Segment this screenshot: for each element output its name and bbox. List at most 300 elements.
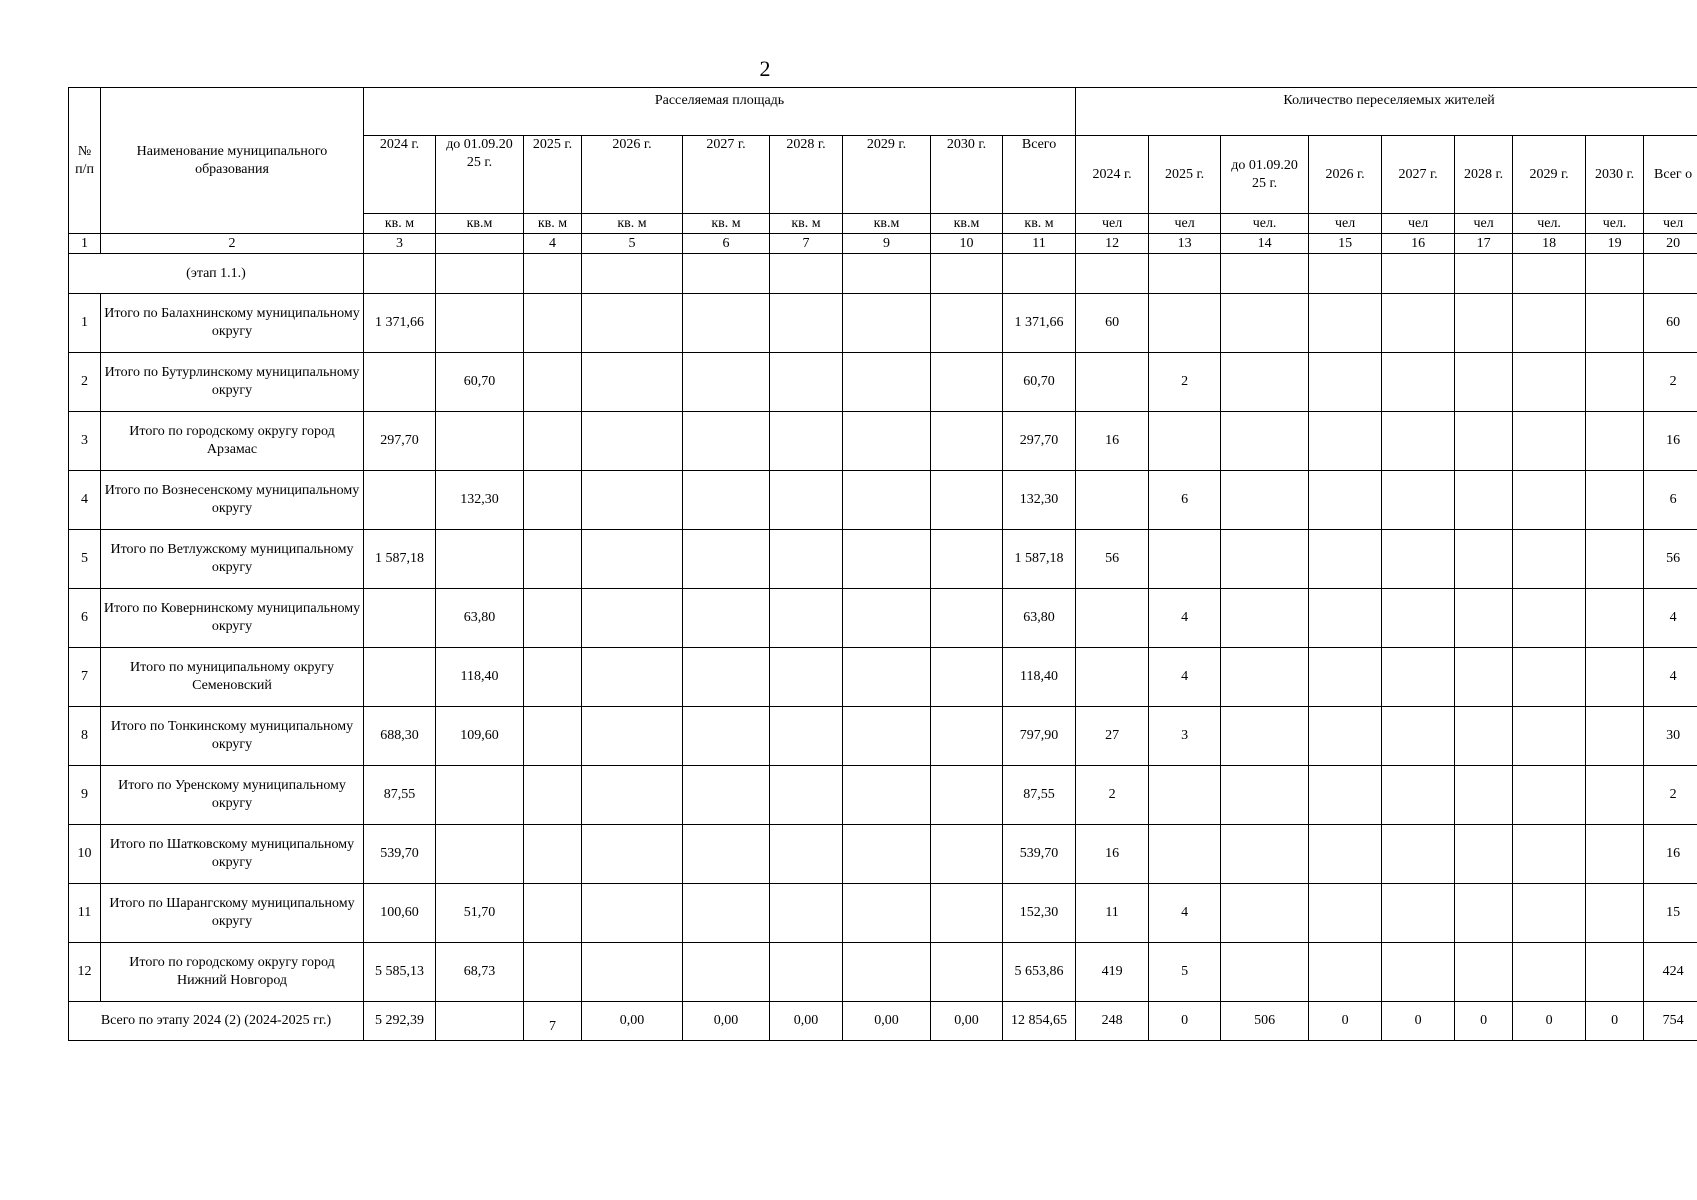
area-value: [683, 353, 770, 412]
people-unit: чел: [1309, 214, 1382, 234]
area-unit: кв. м: [524, 214, 582, 234]
area-value: [770, 825, 843, 884]
people-value: [1309, 471, 1382, 530]
area-value: [582, 943, 683, 1002]
area-value: [436, 530, 524, 589]
people-value: [1513, 648, 1586, 707]
people-value: 4: [1644, 589, 1697, 648]
people-year-header: 2028 г.: [1455, 136, 1513, 214]
column-index: 5: [582, 234, 683, 254]
people-value: [1455, 471, 1513, 530]
area-value: [524, 884, 582, 943]
people-value: 16: [1644, 825, 1697, 884]
empty-cell: [436, 254, 524, 294]
people-value: [1513, 825, 1586, 884]
area-value: [524, 648, 582, 707]
area-year-header: 2025 г.: [524, 136, 582, 214]
empty-cell: [1221, 254, 1309, 294]
municipality-name: Итого по муниципальному округу Семеновский: [101, 648, 364, 707]
people-value: [1382, 589, 1455, 648]
area-value: 539,70: [1003, 825, 1076, 884]
total-area-value: 7: [524, 1002, 582, 1041]
area-year-header: 2030 г.: [931, 136, 1003, 214]
people-unit: чел.: [1221, 214, 1309, 234]
area-value: [582, 471, 683, 530]
people-unit: чел: [1149, 214, 1221, 234]
total-area-value: 0,00: [582, 1002, 683, 1041]
area-value: [524, 707, 582, 766]
area-value: [582, 825, 683, 884]
area-value: 1 587,18: [364, 530, 436, 589]
people-value: [1513, 589, 1586, 648]
people-value: [1586, 589, 1644, 648]
people-year-header: 2029 г.: [1513, 136, 1586, 214]
header-num: № п/п: [69, 88, 101, 234]
people-value: [1586, 707, 1644, 766]
people-value: [1309, 707, 1382, 766]
area-value: [843, 884, 931, 943]
area-value: [683, 766, 770, 825]
people-value: 6: [1149, 471, 1221, 530]
people-value: [1382, 530, 1455, 589]
column-index: 4: [524, 234, 582, 254]
area-value: [524, 589, 582, 648]
area-value: [931, 471, 1003, 530]
people-value: [1455, 412, 1513, 471]
people-value: 4: [1644, 648, 1697, 707]
people-value: [1221, 943, 1309, 1002]
municipality-name: Итого по Тонкинскому муниципальному округу: [101, 707, 364, 766]
people-value: [1382, 943, 1455, 1002]
total-area-value: 5 292,39: [364, 1002, 436, 1041]
area-unit: кв.м: [436, 214, 524, 234]
people-value: [1382, 648, 1455, 707]
people-value: [1309, 943, 1382, 1002]
column-index: 17: [1455, 234, 1513, 254]
row-number: 7: [69, 648, 101, 707]
area-unit: кв. м: [364, 214, 436, 234]
area-value: 100,60: [364, 884, 436, 943]
header-group-row: [69, 88, 1697, 136]
people-value: [1309, 353, 1382, 412]
total-area-value: [436, 1002, 524, 1041]
column-index: 19: [1586, 234, 1644, 254]
row-number: 12: [69, 943, 101, 1002]
table-row: [69, 353, 1697, 412]
people-value: [1586, 471, 1644, 530]
total-people-value: 754: [1644, 1002, 1697, 1041]
people-value: [1309, 412, 1382, 471]
empty-cell: [1586, 254, 1644, 294]
table-row: [69, 766, 1697, 825]
total-people-value: 248: [1076, 1002, 1149, 1041]
area-value: 688,30: [364, 707, 436, 766]
area-value: [364, 353, 436, 412]
area-value: [770, 471, 843, 530]
area-value: [843, 943, 931, 1002]
empty-cell: [931, 254, 1003, 294]
area-year-header: до 01.09.20 25 г.: [436, 136, 524, 214]
people-value: 2: [1644, 353, 1697, 412]
area-value: 297,70: [364, 412, 436, 471]
area-value: [931, 294, 1003, 353]
column-index: 1: [69, 234, 101, 254]
row-number: 5: [69, 530, 101, 589]
people-value: [1586, 825, 1644, 884]
area-value: [524, 353, 582, 412]
people-value: [1455, 530, 1513, 589]
area-value: [770, 707, 843, 766]
table-row: [69, 530, 1697, 589]
people-value: [1309, 589, 1382, 648]
empty-cell: [364, 254, 436, 294]
people-value: [1586, 294, 1644, 353]
area-value: [770, 589, 843, 648]
area-value: 5 653,86: [1003, 943, 1076, 1002]
people-value: [1382, 353, 1455, 412]
column-index: 9: [843, 234, 931, 254]
total-area-value: 0,00: [770, 1002, 843, 1041]
people-value: 2: [1076, 766, 1149, 825]
people-value: [1221, 412, 1309, 471]
people-value: [1513, 412, 1586, 471]
area-value: 60,70: [436, 353, 524, 412]
people-value: [1221, 294, 1309, 353]
people-value: [1309, 766, 1382, 825]
area-value: [770, 353, 843, 412]
people-value: 56: [1644, 530, 1697, 589]
people-year-header: 2026 г.: [1309, 136, 1382, 214]
column-index: 6: [683, 234, 770, 254]
page-number: 2: [759, 56, 771, 81]
people-value: [1221, 648, 1309, 707]
column-index: 2: [101, 234, 364, 254]
area-value: [436, 412, 524, 471]
people-value: [1309, 294, 1382, 353]
people-value: 6: [1644, 471, 1697, 530]
people-value: [1455, 766, 1513, 825]
people-value: [1455, 943, 1513, 1002]
empty-cell: [683, 254, 770, 294]
people-value: [1455, 707, 1513, 766]
people-value: 4: [1149, 648, 1221, 707]
area-value: [582, 648, 683, 707]
area-value: [524, 471, 582, 530]
column-index: 14: [1221, 234, 1309, 254]
people-year-header: Всег о: [1644, 136, 1697, 214]
area-unit: кв. м: [683, 214, 770, 234]
municipality-name: Итого по Вознесенскому муниципальному округу: [101, 471, 364, 530]
people-value: [1382, 412, 1455, 471]
people-value: [1513, 294, 1586, 353]
people-value: 15: [1644, 884, 1697, 943]
people-value: [1455, 353, 1513, 412]
area-value: [770, 294, 843, 353]
area-value: 118,40: [436, 648, 524, 707]
municipality-name: Итого по Ковернинскому муниципальному округу: [101, 589, 364, 648]
area-value: [582, 707, 683, 766]
row-number: 9: [69, 766, 101, 825]
area-value: [843, 412, 931, 471]
area-year-header: 2026 г.: [582, 136, 683, 214]
area-value: [582, 589, 683, 648]
people-value: [1076, 353, 1149, 412]
area-value: [770, 766, 843, 825]
table-row: [69, 825, 1697, 884]
people-year-header: 2024 г.: [1076, 136, 1149, 214]
area-unit: кв. м: [770, 214, 843, 234]
area-value: [843, 353, 931, 412]
area-value: 60,70: [1003, 353, 1076, 412]
row-number: 10: [69, 825, 101, 884]
column-index: 15: [1309, 234, 1382, 254]
area-value: 1 371,66: [364, 294, 436, 353]
total-people-value: 0: [1309, 1002, 1382, 1041]
people-value: [1221, 471, 1309, 530]
people-value: 419: [1076, 943, 1149, 1002]
people-value: [1149, 825, 1221, 884]
people-value: [1221, 707, 1309, 766]
empty-cell: [1003, 254, 1076, 294]
column-index-row: [69, 234, 1697, 254]
total-area-value: 12 854,65: [1003, 1002, 1076, 1041]
people-value: [1513, 766, 1586, 825]
area-value: [770, 530, 843, 589]
area-value: [683, 825, 770, 884]
people-value: [1221, 353, 1309, 412]
area-value: [770, 412, 843, 471]
people-value: 16: [1076, 825, 1149, 884]
people-year-header: 2025 г.: [1149, 136, 1221, 214]
area-value: [364, 648, 436, 707]
people-value: 424: [1644, 943, 1697, 1002]
area-value: [436, 294, 524, 353]
people-value: 27: [1076, 707, 1149, 766]
table-row: [69, 471, 1697, 530]
row-number: 3: [69, 412, 101, 471]
column-index: 20: [1644, 234, 1697, 254]
people-value: [1586, 766, 1644, 825]
people-value: [1076, 589, 1149, 648]
area-value: 132,30: [436, 471, 524, 530]
stage-row: [69, 254, 1697, 294]
column-index: 3: [364, 234, 436, 254]
area-value: 1 371,66: [1003, 294, 1076, 353]
column-index: 18: [1513, 234, 1586, 254]
area-value: 68,73: [436, 943, 524, 1002]
people-value: [1149, 294, 1221, 353]
area-value: [843, 530, 931, 589]
area-value: [683, 589, 770, 648]
people-value: [1221, 825, 1309, 884]
people-unit: чел: [1076, 214, 1149, 234]
people-value: [1149, 766, 1221, 825]
area-value: [364, 471, 436, 530]
people-value: 30: [1644, 707, 1697, 766]
people-value: [1221, 530, 1309, 589]
area-value: [524, 766, 582, 825]
people-value: 2: [1149, 353, 1221, 412]
total-people-value: 0: [1455, 1002, 1513, 1041]
empty-cell: [524, 254, 582, 294]
people-unit: чел: [1644, 214, 1697, 234]
people-value: [1455, 884, 1513, 943]
total-label: Всего по этапу 2024 (2) (2024-2025 гг.): [69, 1002, 364, 1041]
total-area-value: 0,00: [683, 1002, 770, 1041]
municipality-name: Итого по Бутурлинскому муниципальному округу: [101, 353, 364, 412]
area-value: [524, 412, 582, 471]
municipality-name: Итого по городскому округу город Арзамас: [101, 412, 364, 471]
people-value: [1309, 825, 1382, 884]
area-value: [582, 412, 683, 471]
area-value: [683, 294, 770, 353]
area-value: [843, 589, 931, 648]
people-value: [1382, 294, 1455, 353]
people-value: [1076, 648, 1149, 707]
people-value: [1309, 530, 1382, 589]
area-value: [931, 530, 1003, 589]
people-value: [1586, 648, 1644, 707]
area-value: [683, 884, 770, 943]
municipality-name: Итого по Шарангскому муниципальному округу: [101, 884, 364, 943]
people-value: [1076, 471, 1149, 530]
people-value: [1382, 825, 1455, 884]
area-value: [582, 294, 683, 353]
total-area-value: 0,00: [931, 1002, 1003, 1041]
people-value: 11: [1076, 884, 1149, 943]
area-value: [931, 825, 1003, 884]
area-value: [843, 294, 931, 353]
area-value: [683, 412, 770, 471]
people-value: [1455, 825, 1513, 884]
area-value: 797,90: [1003, 707, 1076, 766]
area-value: [931, 884, 1003, 943]
area-value: [770, 943, 843, 1002]
stage-label: (этап 1.1.): [69, 254, 364, 294]
area-unit: кв. м: [1003, 214, 1076, 234]
empty-cell: [770, 254, 843, 294]
area-value: [931, 589, 1003, 648]
area-value: [582, 530, 683, 589]
area-unit: кв.м: [931, 214, 1003, 234]
people-value: [1382, 884, 1455, 943]
municipality-name: Итого по Шатковскому муниципальному округу: [101, 825, 364, 884]
people-value: [1513, 471, 1586, 530]
people-value: [1513, 353, 1586, 412]
column-index: 11: [1003, 234, 1076, 254]
table-row: [69, 294, 1697, 353]
column-index: 7: [770, 234, 843, 254]
header-people-group: Количество переселяемых жителей: [1076, 88, 1697, 136]
area-value: [931, 648, 1003, 707]
people-value: [1221, 766, 1309, 825]
people-value: 5: [1149, 943, 1221, 1002]
area-year-header: 2028 г.: [770, 136, 843, 214]
area-value: [931, 766, 1003, 825]
people-value: [1455, 648, 1513, 707]
total-row: [69, 1002, 1697, 1041]
people-value: [1586, 884, 1644, 943]
column-index: 12: [1076, 234, 1149, 254]
table-row: [69, 707, 1697, 766]
area-value: [436, 766, 524, 825]
people-value: [1586, 412, 1644, 471]
people-value: [1586, 943, 1644, 1002]
people-year-header: до 01.09.20 25 г.: [1221, 136, 1309, 214]
total-people-value: 0: [1513, 1002, 1586, 1041]
people-unit: чел: [1382, 214, 1455, 234]
people-value: [1149, 412, 1221, 471]
people-value: 60: [1644, 294, 1697, 353]
area-value: [364, 589, 436, 648]
header-area-group: Расселяемая площадь: [364, 88, 1076, 136]
area-unit: кв. м: [582, 214, 683, 234]
people-value: 60: [1076, 294, 1149, 353]
total-area-value: 0,00: [843, 1002, 931, 1041]
people-value: 2: [1644, 766, 1697, 825]
empty-cell: [1309, 254, 1382, 294]
empty-cell: [1644, 254, 1697, 294]
area-value: 109,60: [436, 707, 524, 766]
people-value: 16: [1644, 412, 1697, 471]
empty-cell: [582, 254, 683, 294]
people-value: [1309, 884, 1382, 943]
area-value: 63,80: [436, 589, 524, 648]
people-value: 4: [1149, 884, 1221, 943]
row-number: 8: [69, 707, 101, 766]
area-value: 1 587,18: [1003, 530, 1076, 589]
people-value: [1382, 707, 1455, 766]
column-index: 10: [931, 234, 1003, 254]
area-value: [931, 943, 1003, 1002]
area-value: 132,30: [1003, 471, 1076, 530]
people-year-header: 2027 г.: [1382, 136, 1455, 214]
resettlement-table: [68, 87, 1697, 1041]
area-value: 297,70: [1003, 412, 1076, 471]
people-year-header: 2030 г.: [1586, 136, 1644, 214]
people-value: [1149, 530, 1221, 589]
people-value: [1221, 589, 1309, 648]
area-value: 118,40: [1003, 648, 1076, 707]
row-number: 11: [69, 884, 101, 943]
column-index: 16: [1382, 234, 1455, 254]
people-value: [1309, 648, 1382, 707]
area-value: [683, 707, 770, 766]
area-value: 51,70: [436, 884, 524, 943]
area-year-header: 2029 г.: [843, 136, 931, 214]
people-value: [1586, 353, 1644, 412]
area-value: [524, 943, 582, 1002]
area-year-header: Всего: [1003, 136, 1076, 214]
table-row: [69, 589, 1697, 648]
municipality-name: Итого по Уренскому муниципальному округу: [101, 766, 364, 825]
municipality-name: Итого по городскому округу город Нижний Новгород: [101, 943, 364, 1002]
total-people-value: 506: [1221, 1002, 1309, 1041]
total-people-value: 0: [1586, 1002, 1644, 1041]
area-value: [436, 825, 524, 884]
total-people-value: 0: [1149, 1002, 1221, 1041]
area-value: [931, 412, 1003, 471]
people-value: 3: [1149, 707, 1221, 766]
people-value: [1455, 589, 1513, 648]
empty-cell: [1455, 254, 1513, 294]
municipality-name: Итого по Ветлужскому муниципальному округу: [101, 530, 364, 589]
row-number: 2: [69, 353, 101, 412]
table-row: [69, 412, 1697, 471]
area-value: [843, 471, 931, 530]
area-value: [582, 884, 683, 943]
area-value: [683, 648, 770, 707]
